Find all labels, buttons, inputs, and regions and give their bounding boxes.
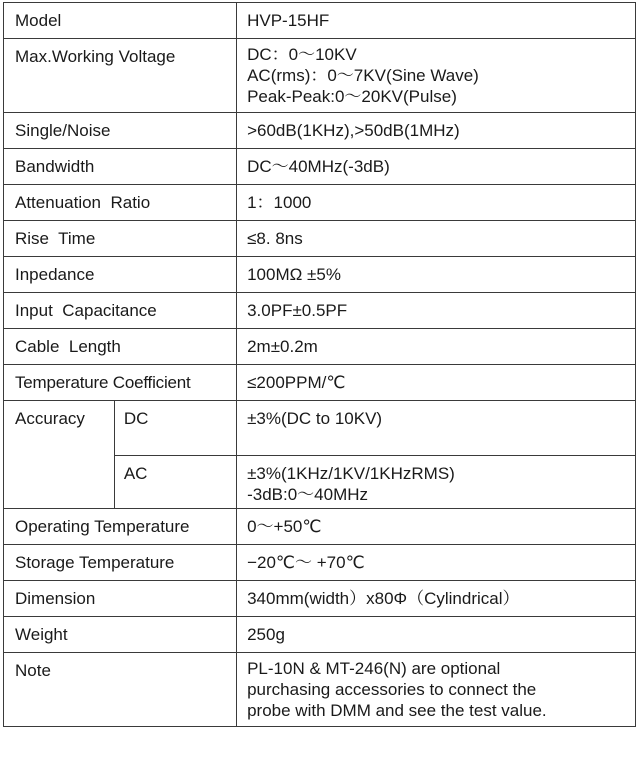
accuracy-dc-label: DC (123, 409, 149, 428)
row-bandwidth (4, 149, 636, 185)
row-value: >60dB(1KHz),>50dB(1MHz) (247, 121, 460, 140)
accuracy-label: Accuracy (15, 409, 85, 428)
row-model (4, 3, 636, 39)
row-value: 250g (247, 625, 285, 644)
row-label: Dimension (15, 589, 96, 608)
row-label: Temperature Coefficient (15, 373, 191, 392)
label-cell (4, 509, 237, 545)
value-cell (237, 401, 636, 456)
spec-table (3, 2, 636, 727)
row-accuracy-dc (4, 401, 636, 456)
value-cell (237, 39, 636, 113)
row-rise-time (4, 221, 636, 257)
row-value: −20℃～ +70℃ (247, 553, 365, 572)
value-cell (237, 149, 636, 185)
accuracy-ac-value-line: -3dB:0～40MHz (247, 485, 369, 504)
accuracy-label-cell (4, 401, 115, 509)
label-cell (4, 221, 237, 257)
sub-label-cell (114, 456, 236, 509)
value-cell (237, 365, 636, 401)
row-value: 1：1000 (247, 193, 312, 212)
row-label: Max.Working Voltage (15, 47, 176, 66)
row-value: ≤8. 8ns (247, 229, 303, 248)
row-max-working-voltage (4, 39, 636, 113)
row-label: Operating Temperature (15, 517, 190, 536)
row-input-capacitance (4, 293, 636, 329)
row-label: Input Capacitance (15, 301, 157, 320)
sub-label-cell (114, 401, 236, 456)
label-cell (4, 545, 237, 581)
label-cell (4, 39, 237, 113)
row-temperature-coefficient (4, 365, 636, 401)
note-line: PL-10N & MT-246(N) are optional (247, 659, 501, 678)
value-cell (237, 581, 636, 617)
row-label: Weight (15, 625, 68, 644)
label-cell (4, 3, 237, 39)
value-cell (237, 113, 636, 149)
row-attenuation-ratio (4, 185, 636, 221)
label-cell (4, 149, 237, 185)
row-value: DC～40MHz(-3dB) (247, 157, 390, 176)
row-dimension (4, 581, 636, 617)
row-label: Attenuation Ratio (15, 193, 151, 212)
row-note (4, 653, 636, 727)
row-value-line: AC(rms)：0～7KV(Sine Wave) (247, 66, 479, 85)
row-value: 3.0PF±0.5PF (247, 301, 348, 320)
row-storage-temperature (4, 545, 636, 581)
row-value: 340mm(width）x80Φ（Cylindrical） (247, 589, 520, 608)
row-value: 0～+50℃ (247, 517, 322, 536)
value-cell (237, 3, 636, 39)
note-line: probe with DMM and see the test value. (247, 701, 547, 720)
row-label: Bandwidth (15, 157, 95, 176)
label-cell (4, 185, 237, 221)
label-cell (4, 581, 237, 617)
label-cell (4, 293, 237, 329)
accuracy-ac-value-line: ±3%(1KHz/1KV/1KHzRMS) (247, 464, 455, 483)
value-cell (237, 293, 636, 329)
label-cell (4, 617, 237, 653)
note-line: purchasing accessories to connect the (247, 680, 537, 699)
row-value: ≤200PPM/℃ (247, 373, 346, 392)
value-cell (237, 221, 636, 257)
value-cell (237, 545, 636, 581)
value-cell (237, 456, 636, 509)
accuracy-dc-value: ±3%(DC to 10KV) (247, 409, 383, 428)
value-cell (237, 653, 636, 727)
label-cell (4, 257, 237, 293)
label-cell (4, 365, 237, 401)
accuracy-ac-label: AC (123, 464, 148, 483)
row-label: Inpedance (15, 265, 95, 284)
row-cable-length (4, 329, 636, 365)
value-cell (237, 509, 636, 545)
row-impedance (4, 257, 636, 293)
value-cell (237, 329, 636, 365)
row-value: 2m±0.2m (247, 337, 318, 356)
row-label: Cable Length (15, 337, 121, 356)
row-operating-temperature (4, 509, 636, 545)
row-single-noise (4, 113, 636, 149)
row-value: HVP-15HF (247, 11, 330, 30)
row-value-line: Peak-Peak:0～20KV(Pulse) (247, 87, 457, 106)
label-cell (4, 113, 237, 149)
row-label: Single/Noise (15, 121, 111, 140)
row-label: Storage Temperature (15, 553, 175, 572)
label-cell (4, 653, 237, 727)
row-value-line: DC：0～10KV (247, 45, 357, 64)
value-cell (237, 185, 636, 221)
row-label: Model (15, 11, 62, 30)
row-label: Note (15, 661, 51, 680)
value-cell (237, 257, 636, 293)
value-cell (237, 617, 636, 653)
row-label: Rise Time (15, 229, 96, 248)
label-cell (4, 329, 237, 365)
row-weight (4, 617, 636, 653)
row-value: 100MΩ ±5% (247, 265, 341, 284)
